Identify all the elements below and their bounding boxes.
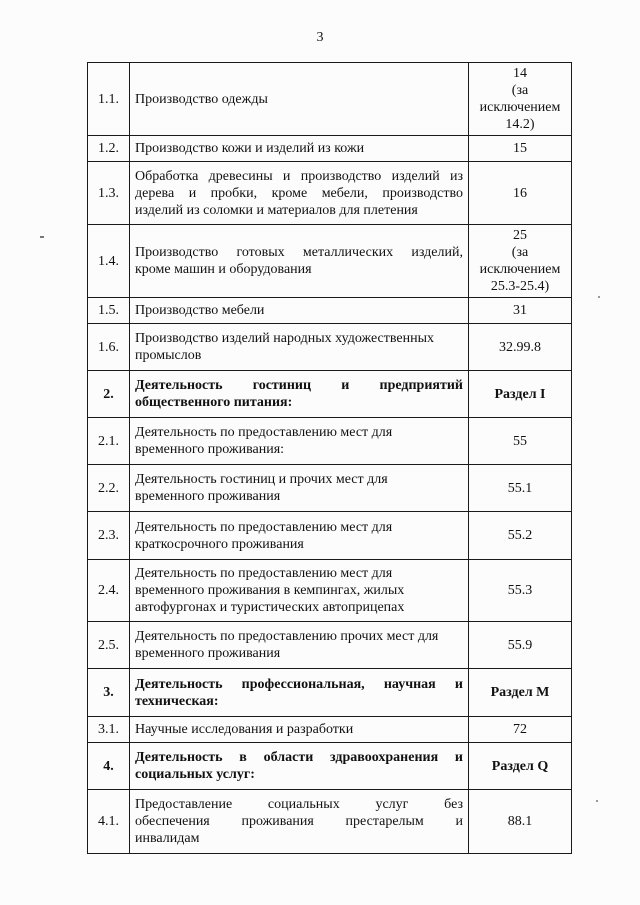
activity-name-line: Производство мебели (135, 303, 265, 318)
okved-code-line: Раздел Q (491, 758, 549, 774)
table-row (88, 418, 572, 465)
table-row (88, 162, 572, 225)
activity-name-line: Деятельность в области здравоохранения и (135, 750, 463, 765)
okved-code-line: 55.9 (507, 637, 533, 653)
activity-name (130, 465, 469, 512)
activity-name (130, 225, 469, 298)
row-number: 1.6. (88, 324, 130, 371)
activity-name-line: Деятельность по предоставлению мест для (135, 566, 393, 581)
okved-code-line: 25 (513, 228, 527, 243)
scan-speck (598, 296, 600, 298)
activity-name-line: Деятельность по предоставлению мест для (135, 425, 393, 440)
activity-name (130, 717, 469, 743)
activity-name-line: Деятельность по предоставлению мест для (135, 519, 393, 535)
activity-name-line: автофургонах и туристических автоприцепах (135, 600, 405, 615)
row-number: 1.4. (88, 225, 130, 298)
okved-code (469, 717, 572, 743)
okved-code (469, 162, 572, 225)
okved-code (469, 560, 572, 622)
okved-code (469, 669, 572, 717)
activity-name-line: инвалидам (135, 831, 200, 846)
table-row (88, 225, 572, 298)
okved-code (469, 225, 572, 298)
activity-name-line: Обработка древесины и производство изделий из (135, 168, 463, 184)
activity-name-line: Производство изделий народных художественных (135, 331, 434, 346)
activity-name-line: дерева и пробки, кроме мебели, производство (135, 185, 463, 201)
okved-code-line: 14.2) (505, 117, 535, 132)
activity-table (87, 62, 572, 854)
activity-name-line: Производство одежды (135, 91, 268, 107)
activity-name (130, 622, 469, 669)
table-row (88, 560, 572, 622)
row-number: 2.3. (88, 512, 130, 560)
activity-name-line: изделий из соломки и материалов для плетения (135, 202, 418, 218)
okved-code-line: 55 (513, 433, 527, 449)
activity-name (130, 790, 469, 854)
activity-name-line: Деятельность гостиниц и предприятий (135, 378, 463, 393)
activity-name (130, 743, 469, 790)
row-number: 2.2. (88, 465, 130, 512)
row-number: 2.5. (88, 622, 130, 669)
table-row (88, 743, 572, 790)
row-number: 1.5. (88, 298, 130, 324)
row-number: 4.1. (88, 790, 130, 854)
okved-code (469, 622, 572, 669)
activity-name-line: техническая: (135, 693, 219, 709)
activity-name (130, 418, 469, 465)
okved-code-line: 55.1 (507, 480, 533, 496)
row-number: 3. (88, 669, 130, 717)
okved-code-line: Раздел M (490, 685, 550, 700)
activity-name (130, 371, 469, 418)
activity-name-line: Производство кожи и изделий из кожи (135, 141, 365, 156)
row-number: 2.4. (88, 560, 130, 622)
row-number: 2. (88, 371, 130, 418)
row-number: 4. (88, 743, 130, 790)
okved-code-line: 72 (513, 722, 527, 737)
activity-name-line: Деятельность профессиональная, научная и (135, 676, 463, 692)
activity-name (130, 136, 469, 162)
okved-code (469, 371, 572, 418)
okved-code (469, 512, 572, 560)
okved-code-line: 25.3-25.4) (490, 279, 550, 294)
okved-code-line: 88.1 (507, 814, 533, 829)
activity-name (130, 162, 469, 225)
row-number: 1.1. (88, 63, 130, 136)
row-number: 2.1. (88, 418, 130, 465)
activity-name-line: временного проживания в кемпингах, жилых (135, 583, 405, 598)
activity-name-line: временного проживания: (135, 442, 285, 457)
margin-mark (40, 236, 44, 238)
okved-code-line: 31 (513, 303, 527, 318)
activity-name (130, 298, 469, 324)
table-row (88, 63, 572, 136)
okved-code-line: 14 (513, 66, 527, 81)
activity-name-line: Научные исследования и разработки (135, 722, 354, 737)
activity-name-line: краткосрочного проживания (135, 536, 304, 552)
okved-code (469, 790, 572, 854)
okved-code-line: 15 (513, 141, 527, 156)
okved-code (469, 324, 572, 371)
activity-name (130, 512, 469, 560)
table-row (88, 324, 572, 371)
okved-code-line: (за исключением (479, 83, 561, 115)
okved-code (469, 743, 572, 790)
row-number: 3.1. (88, 717, 130, 743)
activity-name (130, 560, 469, 622)
activity-name-line: временного проживания (135, 646, 281, 661)
okved-code-line: 55.3 (507, 583, 533, 598)
table-body (88, 63, 572, 854)
activity-name-line: Производство готовых металлических изделий, (135, 245, 463, 260)
okved-code (469, 465, 572, 512)
scan-speck (596, 800, 598, 802)
table-row (88, 371, 572, 418)
activity-name-line: общественного питания: (135, 395, 293, 410)
activity-name (130, 324, 469, 371)
okved-code-line: Раздел I (494, 386, 546, 402)
row-number: 1.2. (88, 136, 130, 162)
okved-code-line: 32.99.8 (499, 339, 541, 355)
page-number: 3 (316, 30, 324, 45)
activity-name-line: Деятельность гостиниц и прочих мест для (135, 472, 388, 487)
activity-name-line: Деятельность по предоставлению прочих мест для (135, 629, 439, 644)
table-row (88, 512, 572, 560)
activity-name-line: временного проживания (135, 489, 281, 504)
row-number: 1.3. (88, 162, 130, 225)
okved-code (469, 63, 572, 136)
okved-code (469, 418, 572, 465)
table-row (88, 790, 572, 854)
okved-code-line: 55.2 (507, 528, 533, 543)
okved-code-line: 16 (513, 185, 527, 201)
table-row (88, 622, 572, 669)
table-row (88, 717, 572, 743)
table-row (88, 669, 572, 717)
okved-code (469, 136, 572, 162)
activity-name (130, 669, 469, 717)
activity-name-line: кроме машин и оборудования (135, 262, 312, 277)
table-row (88, 136, 572, 162)
activity-name-line: Предоставление социальных услуг без (135, 797, 463, 812)
okved-code-line: (за исключением (479, 245, 561, 277)
okved-code (469, 298, 572, 324)
table-row (88, 298, 572, 324)
activity-name-line: промыслов (135, 348, 202, 363)
activity-name-line: социальных услуг: (135, 767, 255, 782)
activity-name (130, 63, 469, 136)
table-row (88, 465, 572, 512)
activity-name-line: обеспечения проживания престарелым и (135, 814, 463, 829)
